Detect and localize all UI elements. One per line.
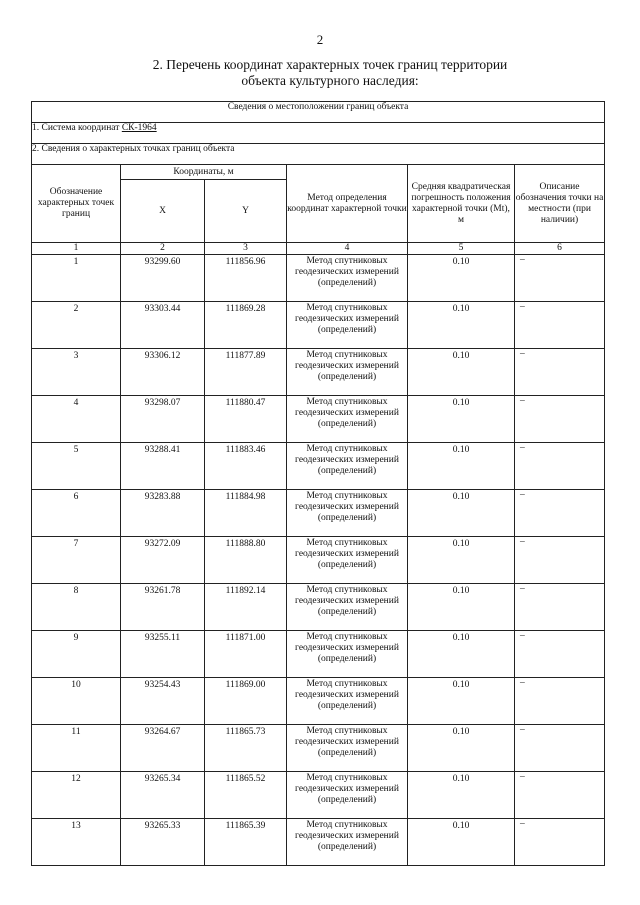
y-coordinate-cell: 111884.98	[205, 490, 287, 537]
header-x: X	[121, 180, 205, 243]
error-cell: 0.10	[408, 678, 515, 725]
x-coordinate-cell: 93254.43	[121, 678, 205, 725]
error-cell: 0.10	[408, 819, 515, 866]
description-cell: –	[515, 725, 605, 772]
column-number: 6	[515, 243, 605, 255]
error-cell: 0.10	[408, 725, 515, 772]
error-cell: 0.10	[408, 772, 515, 819]
method-cell: Метод спутниковых геодезических измерений (определений)	[287, 584, 408, 631]
table-row	[32, 396, 605, 443]
point-id-cell: 1	[32, 255, 121, 302]
y-coordinate-cell: 111865.39	[205, 819, 287, 866]
header-description: Описание обозначения точки на местности (при наличии)	[515, 165, 605, 243]
page-number: 2	[316, 32, 324, 47]
x-coordinate-cell: 93298.07	[121, 396, 205, 443]
y-coordinate-cell: 111869.00	[205, 678, 287, 725]
description-cell: –	[515, 678, 605, 725]
y-coordinate-cell: 111883.46	[205, 443, 287, 490]
point-id-cell: 13	[32, 819, 121, 866]
header-y: Y	[205, 180, 287, 243]
table-row	[32, 302, 605, 349]
y-coordinate-cell: 111880.47	[205, 396, 287, 443]
coordinate-system-row	[32, 123, 605, 144]
table-row	[32, 678, 605, 725]
error-cell: 0.10	[408, 537, 515, 584]
points-section-title: 2. Сведения о характерных точках границ объекта	[32, 144, 605, 165]
y-coordinate-cell: 111865.52	[205, 772, 287, 819]
method-cell: Метод спутниковых геодезических измерений (определений)	[287, 772, 408, 819]
y-coordinate-cell: 111871.00	[205, 631, 287, 678]
table-row	[32, 725, 605, 772]
description-cell: –	[515, 819, 605, 866]
location-banner: Сведения о местоположении границ объекта	[32, 102, 605, 123]
method-cell: Метод спутниковых геодезических измерений (определений)	[287, 819, 408, 866]
header-method: Метод определения координат характерной точки	[287, 165, 408, 243]
point-id-cell: 9	[32, 631, 121, 678]
header-coordinates: Координаты, м	[121, 165, 287, 180]
point-id-cell: 2	[32, 302, 121, 349]
y-coordinate-cell: 111892.14	[205, 584, 287, 631]
x-coordinate-cell: 93265.33	[121, 819, 205, 866]
method-cell: Метод спутниковых геодезических измерений (определений)	[287, 678, 408, 725]
x-coordinate-cell: 93303.44	[121, 302, 205, 349]
coordinate-system-label: 1. Система координат	[32, 123, 120, 133]
table-row	[32, 537, 605, 584]
x-coordinate-cell: 93288.41	[121, 443, 205, 490]
method-cell: Метод спутниковых геодезических измерений (определений)	[287, 725, 408, 772]
table-row	[32, 255, 605, 302]
y-coordinate-cell: 111877.89	[205, 349, 287, 396]
method-cell: Метод спутниковых геодезических измерений (определений)	[287, 490, 408, 537]
description-cell: –	[515, 772, 605, 819]
coordinate-system-value: СК-1964	[121, 123, 157, 133]
point-id-cell: 6	[32, 490, 121, 537]
table-row	[32, 349, 605, 396]
document-title-line-1: 2. Перечень координат характерных точек границ территории	[152, 57, 508, 72]
error-cell: 0.10	[408, 584, 515, 631]
error-cell: 0.10	[408, 443, 515, 490]
table-row	[32, 443, 605, 490]
x-coordinate-cell: 93261.78	[121, 584, 205, 631]
x-coordinate-cell: 93264.67	[121, 725, 205, 772]
error-cell: 0.10	[408, 302, 515, 349]
column-number: 4	[287, 243, 408, 255]
column-number: 2	[121, 243, 205, 255]
point-id-cell: 8	[32, 584, 121, 631]
x-coordinate-cell: 93283.88	[121, 490, 205, 537]
point-id-cell: 7	[32, 537, 121, 584]
point-id-cell: 4	[32, 396, 121, 443]
y-coordinate-cell: 111888.80	[205, 537, 287, 584]
error-cell: 0.10	[408, 490, 515, 537]
x-coordinate-cell: 93272.09	[121, 537, 205, 584]
x-coordinate-cell: 93306.12	[121, 349, 205, 396]
description-cell: –	[515, 443, 605, 490]
error-cell: 0.10	[408, 396, 515, 443]
column-number: 1	[32, 243, 121, 255]
table-row	[32, 631, 605, 678]
description-cell: –	[515, 396, 605, 443]
table-row	[32, 490, 605, 537]
description-cell: –	[515, 490, 605, 537]
method-cell: Метод спутниковых геодезических измерений (определений)	[287, 443, 408, 490]
method-cell: Метод спутниковых геодезических измерений (определений)	[287, 349, 408, 396]
column-number: 5	[408, 243, 515, 255]
method-cell: Метод спутниковых геодезических измерений (определений)	[287, 255, 408, 302]
coordinates-table	[31, 101, 605, 866]
x-coordinate-cell: 93255.11	[121, 631, 205, 678]
description-cell: –	[515, 537, 605, 584]
table-row	[32, 772, 605, 819]
description-cell: –	[515, 631, 605, 678]
y-coordinate-cell: 111865.73	[205, 725, 287, 772]
document-title-line-2: объекта культурного наследия:	[241, 73, 419, 88]
point-id-cell: 3	[32, 349, 121, 396]
point-id-cell: 10	[32, 678, 121, 725]
document-title	[120, 57, 540, 89]
column-number: 3	[205, 243, 287, 255]
y-coordinate-cell: 111869.28	[205, 302, 287, 349]
point-id-cell: 11	[32, 725, 121, 772]
error-cell: 0.10	[408, 631, 515, 678]
description-cell: –	[515, 349, 605, 396]
error-cell: 0.10	[408, 255, 515, 302]
method-cell: Метод спутниковых геодезических измерений (определений)	[287, 302, 408, 349]
description-cell: –	[515, 584, 605, 631]
description-cell: –	[515, 302, 605, 349]
method-cell: Метод спутниковых геодезических измерений (определений)	[287, 396, 408, 443]
table-row	[32, 584, 605, 631]
header-error: Средняя квадратическая погрешность положения характерной точки (Mt), м	[408, 165, 515, 243]
y-coordinate-cell: 111856.96	[205, 255, 287, 302]
point-id-cell: 5	[32, 443, 121, 490]
header-designation: Обозначение характерных точек границ	[32, 165, 121, 243]
x-coordinate-cell: 93265.34	[121, 772, 205, 819]
error-cell: 0.10	[408, 349, 515, 396]
table-row	[32, 819, 605, 866]
description-cell: –	[515, 255, 605, 302]
x-coordinate-cell: 93299.60	[121, 255, 205, 302]
point-id-cell: 12	[32, 772, 121, 819]
method-cell: Метод спутниковых геодезических измерений (определений)	[287, 537, 408, 584]
method-cell: Метод спутниковых геодезических измерений (определений)	[287, 631, 408, 678]
